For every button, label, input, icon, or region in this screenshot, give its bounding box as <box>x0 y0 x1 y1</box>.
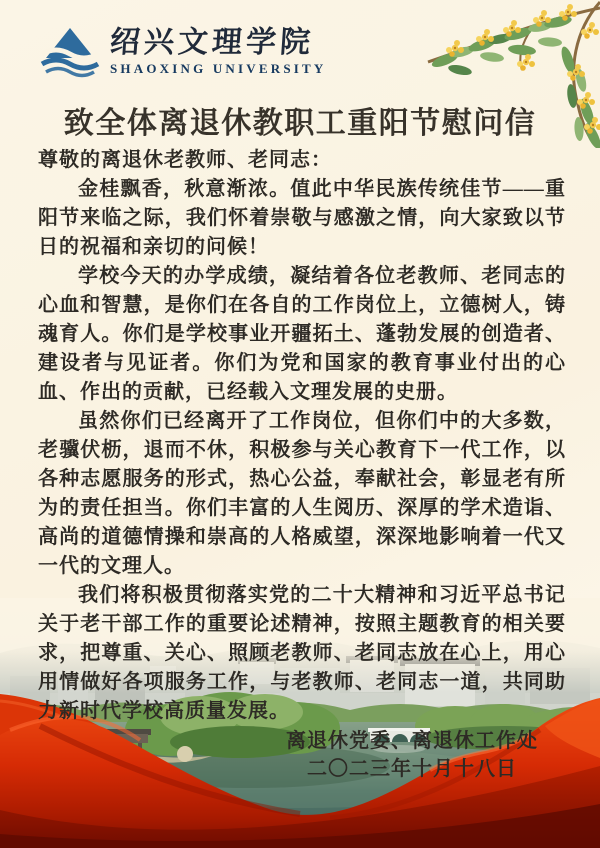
signature-block <box>286 727 538 783</box>
university-name-chinese: 绍兴文理学院 <box>108 25 316 59</box>
university-emblem-icon <box>40 24 100 78</box>
letter-title: 致全体离退休教职工重阳节慰问信 <box>63 107 537 140</box>
university-name-english: SHAOXING UNIVERSITY <box>110 60 327 76</box>
paragraph-3: 虽然你们已经离开了工作岗位，但你们中的大多数，老骥伏枥，退而不休，积极参与关心教育下一代工作，以各种志愿服务的形式，热心公益，奉献社会，彰显老有所为的责任担当。你们丰富的人生阅历、深厚的学术造诣、高尚的道德情操和崇高的人格威望，深深地影响着一代又一代的文理人。 <box>38 410 566 577</box>
salutation: 尊敬的离退休老教师、老同志： <box>38 149 332 171</box>
paragraph-2: 学校今天的办学成绩，凝结着各位老教师、老同志的心血和智慧，是你们在各自的工作岗位上，立德树人，铸魂育人。你们是学校事业开疆拓土、蓬勃发展的创造者、建设者与见证者。你们为党和国家的教育事业付出的心血、作出的贡献，已经载入文理发展的史册。 <box>38 265 566 403</box>
university-logo <box>40 24 326 78</box>
paragraph-1: 金桂飘香，秋意渐浓。值此中华民族传统佳节——重阳节来临之际，我们怀着崇敬与感激之情，向大家致以节日的祝福和亲切的问候！ <box>38 178 566 258</box>
signature-date: 二〇二三年十月十八日 <box>307 758 517 780</box>
paragraph-4: 我们将积极贯彻落实党的二十大精神和习近平总书记关于老干部工作的重要论述精神，按照主题教育的相关要求，把尊重、关心、照顾老教师、老同志放在心上，用心用情做好各项服务工作，与老教师、老同志一道，共同助力新时代学校高质量发展。 <box>38 584 566 722</box>
letter-body <box>38 146 566 783</box>
signature-organization: 离退休党委、离退休工作处 <box>286 730 538 752</box>
